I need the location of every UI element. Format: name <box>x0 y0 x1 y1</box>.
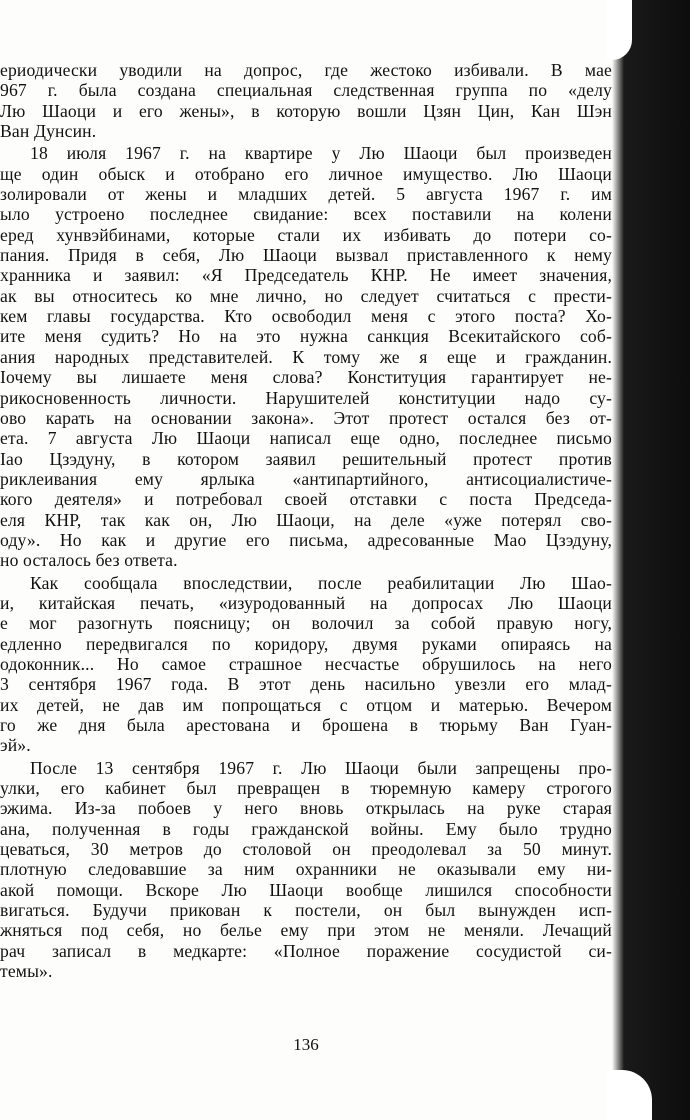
text-line: эжима. Из-за побоев у него вновь открылась на руке старая <box>0 798 612 819</box>
text-line: ово карать на основании закона». Этот протест остался без от- <box>0 407 612 428</box>
text-line: вигаться. Будучи прикован к постели, он был вынужден исп- <box>0 900 612 921</box>
text-line: но осталось без ответа. <box>0 550 178 571</box>
text-line: жняться под себя, но белье ему при этом не меняли. Лечащий <box>0 920 612 941</box>
text-line: 967 г. была создана специальная следственная группа по «делу <box>0 80 612 101</box>
page-number: 136 <box>293 1035 319 1054</box>
paragraph <box>0 143 612 570</box>
text-line: Как сообщала впоследствии, после реабилитации Лю Шао- <box>30 572 612 593</box>
text-line: После 13 сентября 1967 г. Лю Шаоци были запрещены про- <box>30 757 612 778</box>
text-line: еред хунвэйбинами, которые стали их избивать до потери со- <box>0 224 612 245</box>
text-line: Іочему вы лишаете меня слова? Конституция гарантирует не- <box>0 367 612 388</box>
page-text <box>0 60 612 981</box>
text-line: 18 июля 1967 г. на квартире у Лю Шаоци был произведен <box>30 143 612 164</box>
text-line: цеваться, 30 метров до столовой он преодолевал за 50 минут. <box>0 839 612 860</box>
text-line: 3 сентября 1967 года. В этот день насильно увезли его млад- <box>0 674 612 695</box>
paragraph <box>0 573 612 756</box>
text-line: ите меня судить? Но на это нужна санкция Всекитайского соб- <box>0 326 612 347</box>
text-line: Ван Дунсин. <box>0 121 97 142</box>
paragraph <box>0 758 612 982</box>
text-line: кем главы государства. Кто освободил меня с этого поста? Хо- <box>0 306 612 327</box>
text-line: едленно передвигался по коридору, двумя руками опираясь на <box>0 633 612 654</box>
text-line: темы». <box>0 961 53 982</box>
scan-edge-notch-top <box>606 0 632 60</box>
text-line: акой помощи. Вскоре Лю Шаоци вообще лишился способности <box>0 879 612 900</box>
paragraph <box>0 60 612 141</box>
text-line: плотную следовавшие за ним охранники не оказывали ему ни- <box>0 859 612 880</box>
text-line: пания. Придя в себя, Лю Шаоци вызвал приставленного к нему <box>0 245 612 266</box>
text-line: эй». <box>0 735 31 756</box>
text-line: ана, полученная в годы гражданской войны. Ему было трудно <box>0 818 612 839</box>
text-line: рач записал в медкарте: «Полное поражение сосудистой си- <box>0 940 612 961</box>
scan-edge-shadow <box>612 0 690 1120</box>
text-line: ериодически уводили на допрос, где жестоко избивали. В мае <box>0 60 612 80</box>
text-line: и, китайская печать, «изуродованный на допросах Лю Шаоци <box>0 592 612 613</box>
text-line: риклеивания ему ярлыка «антипартийного, антисоциалистиче- <box>0 468 612 489</box>
text-line: ания народных представителей. К тому же я еще и гражданин. <box>0 346 612 367</box>
text-line: Іао Цзэдуну, в котором заявил решительный протест против <box>0 448 612 469</box>
text-line: го же дня была арестована и брошена в тюрьму Ван Гуан- <box>0 715 612 735</box>
text-line: одоконник... Но самое страшное несчастье обрушилось на него <box>0 653 612 674</box>
text-line: рикосновенность личности. Нарушителей конституции надо су- <box>0 387 612 408</box>
text-line: кого деятеля» и потребовал своей отставки с поста Председа- <box>0 489 612 510</box>
text-line: Лю Шаоци и его жены», в которую вошли Цзян Цин, Кан Шэн <box>0 100 612 121</box>
text-line: е мог разогнуть поясницу; он волочил за собой правую ногу, <box>0 613 612 634</box>
text-line: хранника и заявил: «Я Председатель КНР. Не имеет значения, <box>0 265 612 286</box>
text-line: ыло устроено последнее свидание: всех поставили на колени <box>0 204 612 225</box>
text-line: ак вы относитесь ко мне лично, но следует считаться с прести- <box>0 285 612 306</box>
text-line: золировали от жены и младших детей. 5 августа 1967 г. им <box>0 184 612 205</box>
text-line: их детей, не дав им попрощаться с отцом и матерью. Вечером <box>0 694 612 715</box>
text-line: еля КНР, так как он, Лю Шаоци, на деле «уже потерял сво- <box>0 509 612 530</box>
text-line: ще один обыск и отобрано его личное имущество. Лю Шаоци <box>0 163 612 184</box>
text-line: ета. 7 августа Лю Шаоци написал еще одно, последнее письмо <box>0 428 612 449</box>
text-line: улки, его кабинет был превращен в тюремную камеру строгого <box>0 778 612 799</box>
text-line: оду». Но как и другие его письма, адресованные Мао Цзэдуну, <box>0 529 612 550</box>
